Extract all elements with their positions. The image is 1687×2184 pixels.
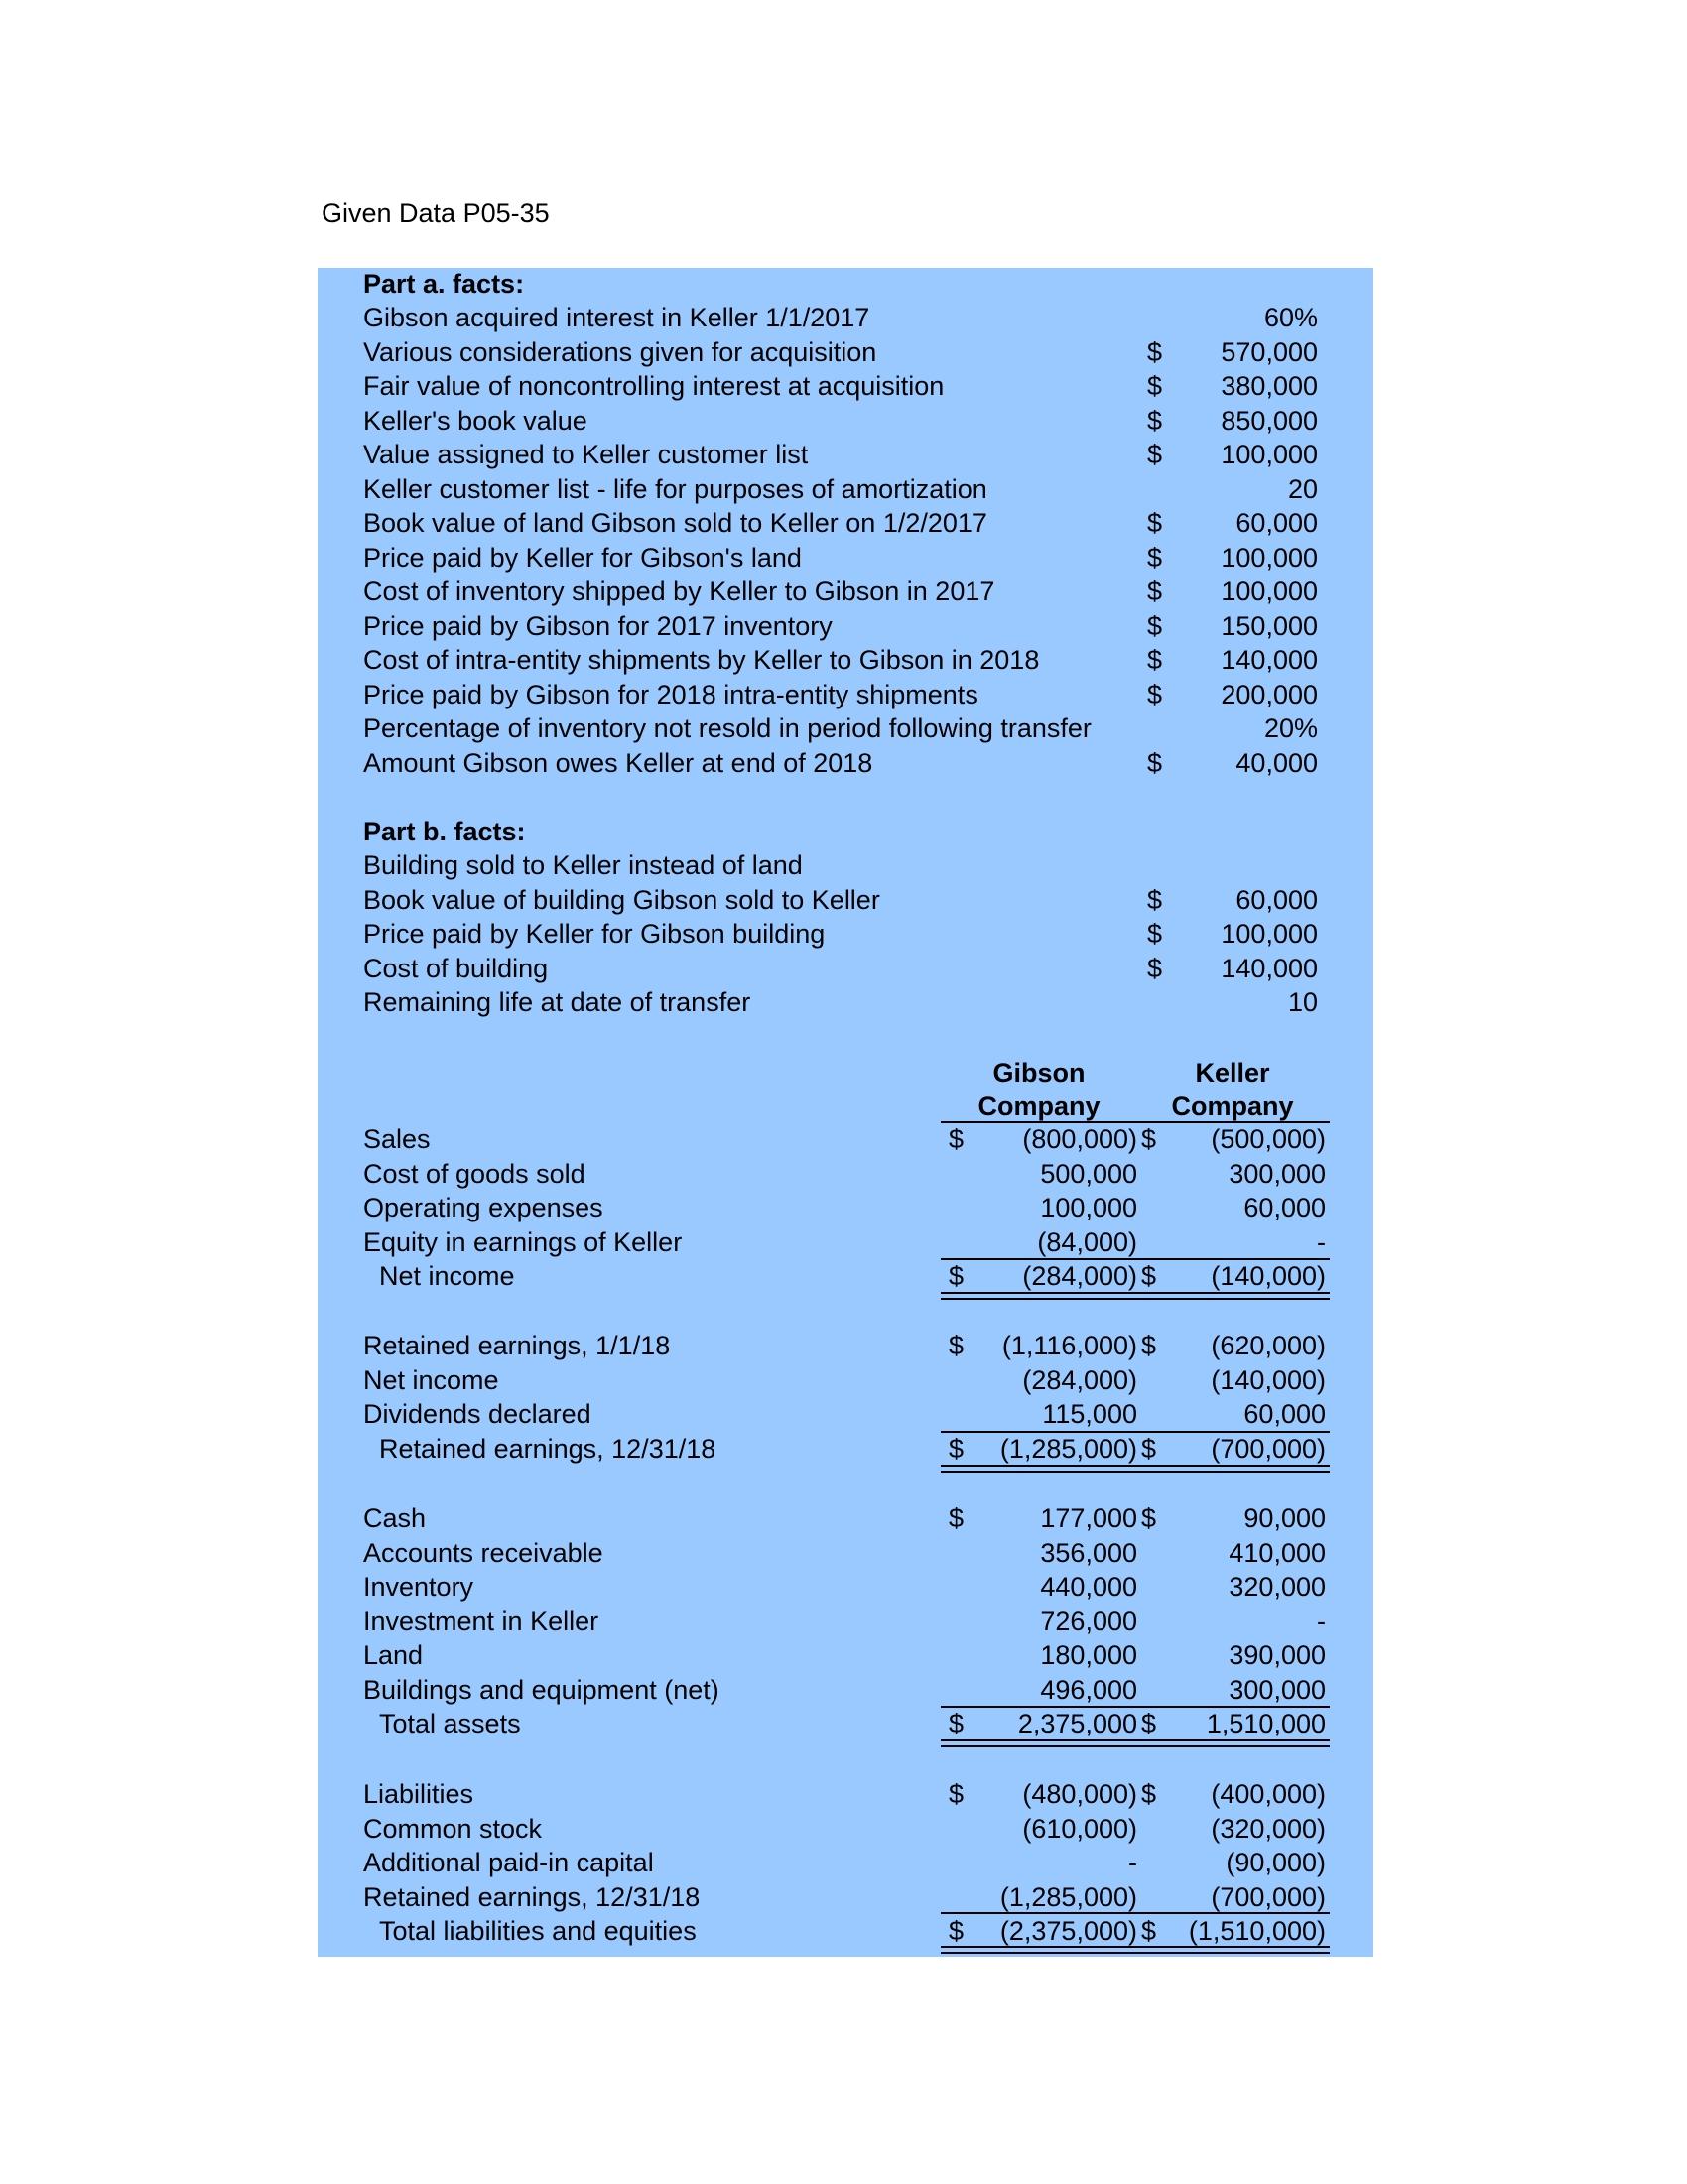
statement-row — [363, 1570, 1326, 1604]
statement-row — [363, 1707, 1326, 1740]
fact-label: Book value of land Gibson sold to Keller on 1/2/2017 — [363, 508, 987, 538]
double-underline — [1133, 1465, 1330, 1473]
dollar-sign: $ — [1147, 679, 1163, 709]
line-item-label: Liabilities — [363, 1779, 474, 1809]
fact-label: Cost of inventory shipped by Keller to Gibson in 2017 — [363, 577, 995, 606]
gibson-column-header: Gibson — [992, 1058, 1086, 1088]
statement-row — [363, 1638, 1326, 1672]
keller-amount: 410,000 — [1229, 1537, 1326, 1568]
keller-amount: (90,000) — [1226, 1848, 1326, 1877]
fact-row — [363, 917, 1326, 951]
keller-amount: 300,000 — [1229, 1674, 1326, 1705]
dollar-sign: $ — [1147, 645, 1163, 675]
fact-row — [363, 472, 1326, 506]
keller-amount: (1,510,000) — [1188, 1916, 1326, 1946]
keller-amount: 320,000 — [1229, 1572, 1326, 1602]
fact-row — [363, 883, 1326, 917]
line-item-label: Cost of goods sold — [363, 1158, 585, 1189]
fact-row — [363, 335, 1326, 369]
dollar-sign: $ — [1147, 440, 1163, 469]
part-b-heading: Part b. facts: — [363, 817, 526, 846]
keller-amount: 390,000 — [1229, 1640, 1326, 1670]
keller-amount: 60,000 — [1243, 1193, 1326, 1222]
keller-dollar-sign: $ — [1141, 1916, 1157, 1946]
fact-value: 40,000 — [1235, 747, 1318, 778]
gibson-amount: (1,285,000) — [999, 1433, 1137, 1464]
gibson-dollar-sign: $ — [949, 1124, 965, 1154]
statement-row — [363, 1225, 1326, 1259]
keller-amount: (700,000) — [1211, 1881, 1326, 1912]
statement-row — [363, 1673, 1326, 1707]
fact-row — [363, 848, 1326, 882]
double-underline — [941, 1292, 1133, 1300]
keller-dollar-sign: $ — [1141, 1779, 1157, 1809]
fact-value: 100,000 — [1221, 542, 1318, 573]
line-item-label: Net income — [379, 1261, 515, 1291]
part-b-heading-row — [363, 815, 1326, 848]
fact-value: 380,000 — [1221, 371, 1318, 401]
statement-row — [363, 1501, 1326, 1535]
statement-row — [363, 1536, 1326, 1570]
statement-row — [363, 1363, 1326, 1397]
line-item-label: Retained earnings, 12/31/18 — [363, 1881, 701, 1912]
underline — [1133, 1258, 1330, 1260]
gibson-amount: 177,000 — [1040, 1503, 1137, 1533]
fact-label: Amount Gibson owes Keller at end of 2018 — [363, 747, 873, 778]
fact-value: 60,000 — [1235, 884, 1318, 915]
statement-row — [363, 1846, 1326, 1879]
gibson-amount: 356,000 — [1040, 1537, 1137, 1568]
gibson-dollar-sign: $ — [949, 1331, 965, 1360]
double-underline — [1133, 1739, 1330, 1747]
fact-label: Remaining life at date of transfer — [363, 987, 751, 1017]
dollar-sign: $ — [1147, 405, 1163, 436]
fact-row — [363, 609, 1326, 643]
page-title: Given Data P05-35 — [322, 198, 550, 228]
keller-column-header: Keller — [1195, 1058, 1270, 1088]
statement-row — [363, 1605, 1326, 1638]
keller-amount: 1,510,000 — [1206, 1709, 1326, 1738]
gibson-amount: - — [1128, 1848, 1137, 1877]
dollar-sign: $ — [1147, 577, 1163, 606]
dollar-sign: $ — [1147, 336, 1163, 367]
fact-value: 140,000 — [1221, 953, 1318, 983]
fact-value: 850,000 — [1221, 405, 1318, 436]
line-item-label: Investment in Keller — [363, 1606, 599, 1636]
statement-row — [363, 1432, 1326, 1466]
dollar-sign: $ — [1147, 953, 1163, 983]
keller-dollar-sign: $ — [1141, 1433, 1157, 1464]
fact-label: Price paid by Keller for Gibson building — [363, 919, 826, 949]
fact-row — [363, 404, 1326, 438]
keller-column-subheader: Company — [1171, 1092, 1294, 1121]
gibson-column-subheader: Company — [977, 1092, 1101, 1121]
keller-amount: (700,000) — [1211, 1433, 1326, 1464]
gibson-amount: (1,285,000) — [999, 1881, 1137, 1912]
fact-value: 20 — [1287, 473, 1318, 504]
gibson-amount: (1,116,000) — [1001, 1331, 1137, 1360]
underline — [1133, 1706, 1330, 1708]
fact-value: 100,000 — [1221, 577, 1318, 606]
underline — [941, 1912, 1133, 1914]
dollar-sign: $ — [1147, 884, 1163, 915]
fact-row — [363, 438, 1326, 471]
fact-row — [363, 506, 1326, 540]
line-item-label: Sales — [363, 1124, 431, 1154]
gibson-dollar-sign: $ — [949, 1433, 965, 1464]
statement-row — [363, 1812, 1326, 1846]
dollar-sign: $ — [1147, 508, 1163, 538]
line-item-label: Retained earnings, 1/1/18 — [363, 1331, 671, 1360]
line-item-label: Additional paid-in capital — [363, 1848, 654, 1877]
double-underline — [941, 1465, 1133, 1473]
fact-value: 100,000 — [1221, 440, 1318, 469]
underline — [941, 1431, 1133, 1433]
line-item-label: Buildings and equipment (net) — [363, 1674, 719, 1705]
gibson-amount: (480,000) — [1022, 1779, 1137, 1809]
fact-label: Keller's book value — [363, 405, 587, 436]
fact-row — [363, 301, 1326, 334]
fact-value: 200,000 — [1221, 679, 1318, 709]
underline — [941, 1706, 1133, 1708]
fact-label: Value assigned to Keller customer list — [363, 440, 809, 469]
fact-row — [363, 369, 1326, 403]
keller-amount: (140,000) — [1211, 1261, 1326, 1291]
underline — [1133, 1912, 1330, 1914]
gibson-amount: (800,000) — [1022, 1124, 1137, 1154]
fact-row — [363, 985, 1326, 1019]
statement-row — [363, 1329, 1326, 1362]
statement-row — [363, 1157, 1326, 1191]
line-item-label: Total liabilities and equities — [379, 1916, 697, 1946]
fact-label: Price paid by Keller for Gibson's land — [363, 542, 802, 573]
gibson-dollar-sign: $ — [949, 1261, 965, 1291]
keller-amount: (140,000) — [1211, 1364, 1326, 1395]
gibson-dollar-sign: $ — [949, 1503, 965, 1533]
keller-amount: (620,000) — [1211, 1331, 1326, 1360]
line-item-label: Inventory — [363, 1572, 474, 1602]
fact-row — [363, 952, 1326, 985]
gibson-dollar-sign: $ — [949, 1709, 965, 1738]
gibson-amount: (284,000) — [1022, 1261, 1137, 1291]
gibson-amount: 2,375,000 — [1017, 1709, 1137, 1738]
line-item-label: Total assets — [379, 1709, 521, 1738]
double-underline — [1133, 1946, 1330, 1954]
double-underline — [1133, 1292, 1330, 1300]
keller-amount: 90,000 — [1243, 1503, 1326, 1533]
fact-row — [363, 711, 1326, 745]
fact-label: Various considerations given for acquisition — [363, 336, 877, 367]
line-item-label: Operating expenses — [363, 1193, 603, 1222]
gibson-amount: 115,000 — [1042, 1399, 1137, 1429]
dollar-sign: $ — [1147, 610, 1163, 641]
keller-amount: - — [1317, 1606, 1326, 1636]
double-underline — [941, 1946, 1133, 1954]
gibson-amount: 500,000 — [1040, 1158, 1137, 1189]
keller-dollar-sign: $ — [1141, 1124, 1157, 1154]
gibson-amount: 726,000 — [1040, 1606, 1137, 1636]
fact-row — [363, 746, 1326, 780]
part-a-heading-row — [363, 267, 1326, 301]
fact-label: Percentage of inventory not resold in period following transfer — [363, 713, 1092, 743]
line-item-label: Common stock — [363, 1813, 543, 1844]
fact-value: 60,000 — [1235, 508, 1318, 538]
keller-dollar-sign: $ — [1141, 1261, 1157, 1291]
statement-row — [363, 1259, 1326, 1293]
statement-row — [363, 1191, 1326, 1224]
gibson-dollar-sign: $ — [949, 1916, 965, 1946]
keller-amount: - — [1317, 1226, 1326, 1257]
fact-value: 20% — [1263, 713, 1318, 743]
fact-label: Cost of intra-entity shipments by Keller to Gibson in 2018 — [363, 645, 1040, 675]
fact-value: 100,000 — [1221, 919, 1318, 949]
line-item-label: Retained earnings, 12/31/18 — [379, 1433, 716, 1464]
fact-label: Price paid by Gibson for 2017 inventory — [363, 610, 833, 641]
fact-label: Keller customer list - life for purposes of amortization — [363, 473, 987, 504]
underline — [1133, 1431, 1330, 1433]
keller-dollar-sign: $ — [1141, 1709, 1157, 1738]
fact-value: 140,000 — [1221, 645, 1318, 675]
line-item-label: Equity in earnings of Keller — [363, 1226, 683, 1257]
underline — [941, 1258, 1133, 1260]
line-item-label: Dividends declared — [363, 1399, 591, 1429]
statement-row — [363, 1397, 1326, 1431]
statement-row — [363, 1777, 1326, 1811]
fact-label: Building sold to Keller instead of land — [363, 850, 803, 880]
fact-row — [363, 643, 1326, 677]
fact-row — [363, 678, 1326, 711]
fact-value: 10 — [1287, 987, 1318, 1017]
dollar-sign: $ — [1147, 747, 1163, 778]
fact-label: Fair value of noncontrolling interest at acquisition — [363, 371, 945, 401]
keller-dollar-sign: $ — [1141, 1331, 1157, 1360]
gibson-amount: (284,000) — [1022, 1364, 1137, 1395]
dollar-sign: $ — [1147, 919, 1163, 949]
fact-label: Cost of building — [363, 953, 549, 983]
gibson-amount: 180,000 — [1040, 1640, 1137, 1670]
gibson-amount: 496,000 — [1040, 1674, 1137, 1705]
fact-label: Gibson acquired interest in Keller 1/1/2017 — [363, 303, 870, 332]
fact-value: 150,000 — [1221, 610, 1318, 641]
keller-amount: 60,000 — [1243, 1399, 1326, 1429]
keller-amount: (320,000) — [1211, 1813, 1326, 1844]
line-item-label: Net income — [363, 1364, 499, 1395]
fact-value: 60% — [1263, 303, 1318, 332]
gibson-dollar-sign: $ — [949, 1779, 965, 1809]
gibson-amount: 440,000 — [1040, 1572, 1137, 1602]
gibson-amount: (610,000) — [1022, 1813, 1137, 1844]
fact-row — [363, 575, 1326, 608]
double-underline — [941, 1739, 1133, 1747]
gibson-amount: (2,375,000) — [999, 1916, 1137, 1946]
keller-amount: 300,000 — [1229, 1158, 1326, 1189]
line-item-label: Land — [363, 1640, 424, 1670]
gibson-amount: 100,000 — [1040, 1193, 1137, 1222]
keller-dollar-sign: $ — [1141, 1503, 1157, 1533]
line-item-label: Accounts receivable — [363, 1537, 603, 1568]
dollar-sign: $ — [1147, 542, 1163, 573]
gibson-amount: (84,000) — [1037, 1226, 1137, 1257]
statement-row — [363, 1880, 1326, 1914]
fact-label: Price paid by Gibson for 2018 intra-entity shipments — [363, 679, 978, 709]
fact-row — [363, 541, 1326, 575]
fact-label: Book value of building Gibson sold to Keller — [363, 884, 880, 915]
statement-row — [363, 1122, 1326, 1156]
keller-amount: (400,000) — [1211, 1779, 1326, 1809]
line-item-label: Cash — [363, 1503, 427, 1533]
dollar-sign: $ — [1147, 371, 1163, 401]
statement-row — [363, 1914, 1326, 1948]
part-a-heading: Part a. facts: — [363, 269, 525, 299]
fact-value: 570,000 — [1221, 336, 1318, 367]
keller-amount: (500,000) — [1211, 1124, 1326, 1154]
